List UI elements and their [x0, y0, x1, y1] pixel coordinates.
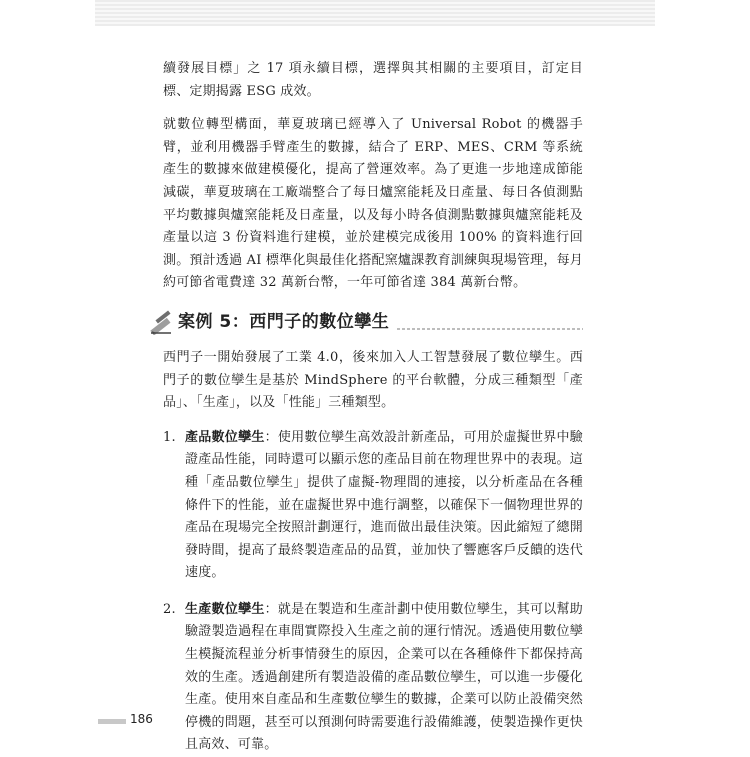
page-number: 186	[130, 712, 153, 726]
section-heading	[148, 309, 583, 335]
paragraph-siemens-intro: 西門子一開始發展了工業 4.0，後來加入人工智慧發展了數位孿生。西門子的數位孿生是基於 MindSphere 的平台軟體，分成三種類型「產品」、「生產」，以及「性能」三種類型。	[163, 349, 583, 411]
list-term: 產品數位孿生	[185, 429, 265, 445]
heading-underline	[397, 328, 583, 330]
list-text: ：就是在製造和生產計劃中使用數位孿生，其可以幫助驗證製造過程在車間實際投入生產之前的運行情況。透過使用數位孿生模擬流程並分析事情發生的原因，企業可以在各種條件下都保持高效的生產。透過創建所有製造設備的產品數位孿生，可以進一步優化生產。使用來自產品和生產數位孿生的數據，企業可以防止設備突然停機的問題，甚至可以預測何時需要進行設備維護，使製造操作更快且高效、可靠。	[185, 601, 583, 753]
list-term: 生產數位孿生	[185, 601, 265, 617]
list-number: 1.	[163, 429, 176, 445]
pencil-ruler-icon	[148, 309, 174, 335]
top-decorative-bar	[95, 0, 655, 26]
paragraph-esg: 續發展目標」之 17 項永續目標，選擇與其相關的主要項目，訂定目標、定期揭露 ESG 成效。	[163, 61, 583, 99]
list-text: ：使用數位孿生高效設計新產品，可用於虛擬世界中驗證產品性能，同時還可以顯示您的產品目前在物理世界中的表現。這種「產品數位孿生」提供了虛擬-物理間的連接，以分析產品在各種條件下的性能，並在虛擬世界中進行調整，以確保下一個物理世界的產品在現場完全按照計劃運行，進而做出最佳決策。因此縮短了總開發時間，提高了最終製造產品的品質，並加快了響應客戶反饋的迭代速度。	[185, 429, 583, 581]
list-item	[163, 427, 583, 585]
paragraph-digital-transformation: 就數位轉型構面，華夏玻璃已經導入了 Universal Robot 的機器手臂，並利用機器手臂產生的數據，結合了 ERP、MES、CRM 等系統產生的數據來做建模優化，提高了營運效率。為了更進一步地達成節能減碳，華夏玻璃在工廠端整合了每日爐窯能耗及日產量、每日各偵測點平均數據與爐窯能耗及日產量，以及每小時各偵測點數據與爐窯能耗及產量以這 3 份資料進行建模，並於建模完成後用 100% 的資料進行回測。預計透過 AI 標準化與最佳化搭配窯爐課教育訓練與現場管理，每月約可節省電費達 32 萬新台幣，一年可節省達 384 萬新台幣。	[163, 117, 583, 291]
section-title: 案例 5：西門子的數位孿生	[178, 311, 390, 332]
page-number-bar	[98, 719, 126, 724]
list-number: 2.	[163, 601, 176, 617]
list-item	[163, 599, 583, 757]
page-content	[163, 58, 583, 757]
digital-twin-list	[163, 427, 583, 757]
